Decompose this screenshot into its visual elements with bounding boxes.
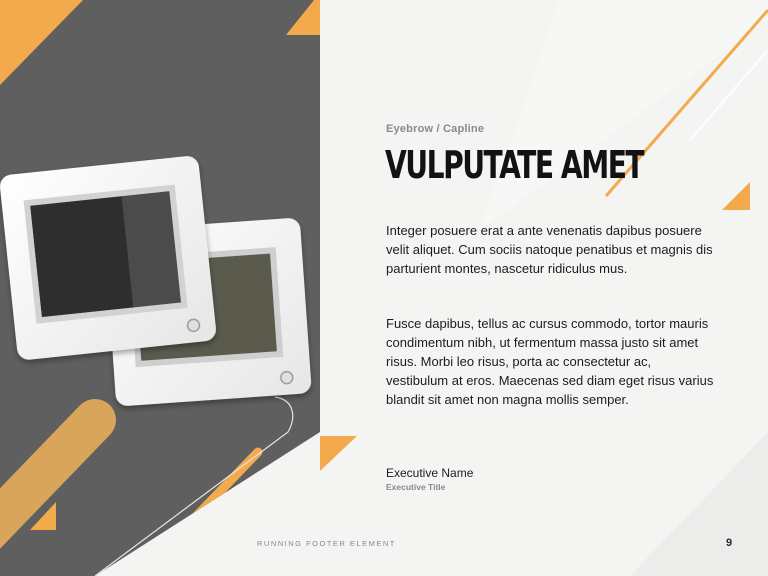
accent-triangle-mid: [320, 436, 357, 471]
body-paragraph-1: Integer posuere erat a ante venenatis dapibus posuere velit aliquet. Cum sociis natoque penatibus et magnis dis parturient montes, nascetur ridiculus mus.: [386, 223, 713, 276]
light-diagonal-band: [480, 0, 768, 230]
executive-title: Executive Title: [386, 482, 446, 492]
slide-title: VULPUTATE AMET: [385, 143, 644, 187]
running-footer: RUNNING FOOTER ELEMENT: [257, 539, 396, 548]
body-paragraph-2: Fusce dapibus, tellus ac cursus commodo, tortor mauris condimentum nibh, ut fermentum massa justo sit amet risus. Morbi leo risus, porta ac consectetur ac, vestibulum at eros. Maecenas sed diam eget risus varius blandit sit amet non magna mollis semper.: [386, 316, 714, 407]
page-number: 9: [726, 537, 733, 549]
eyebrow-text: Eyebrow / Capline: [386, 123, 485, 135]
light-corner-shape: [630, 432, 768, 576]
executive-name: Executive Name: [386, 466, 474, 480]
accent-triangle-right: [722, 182, 750, 210]
